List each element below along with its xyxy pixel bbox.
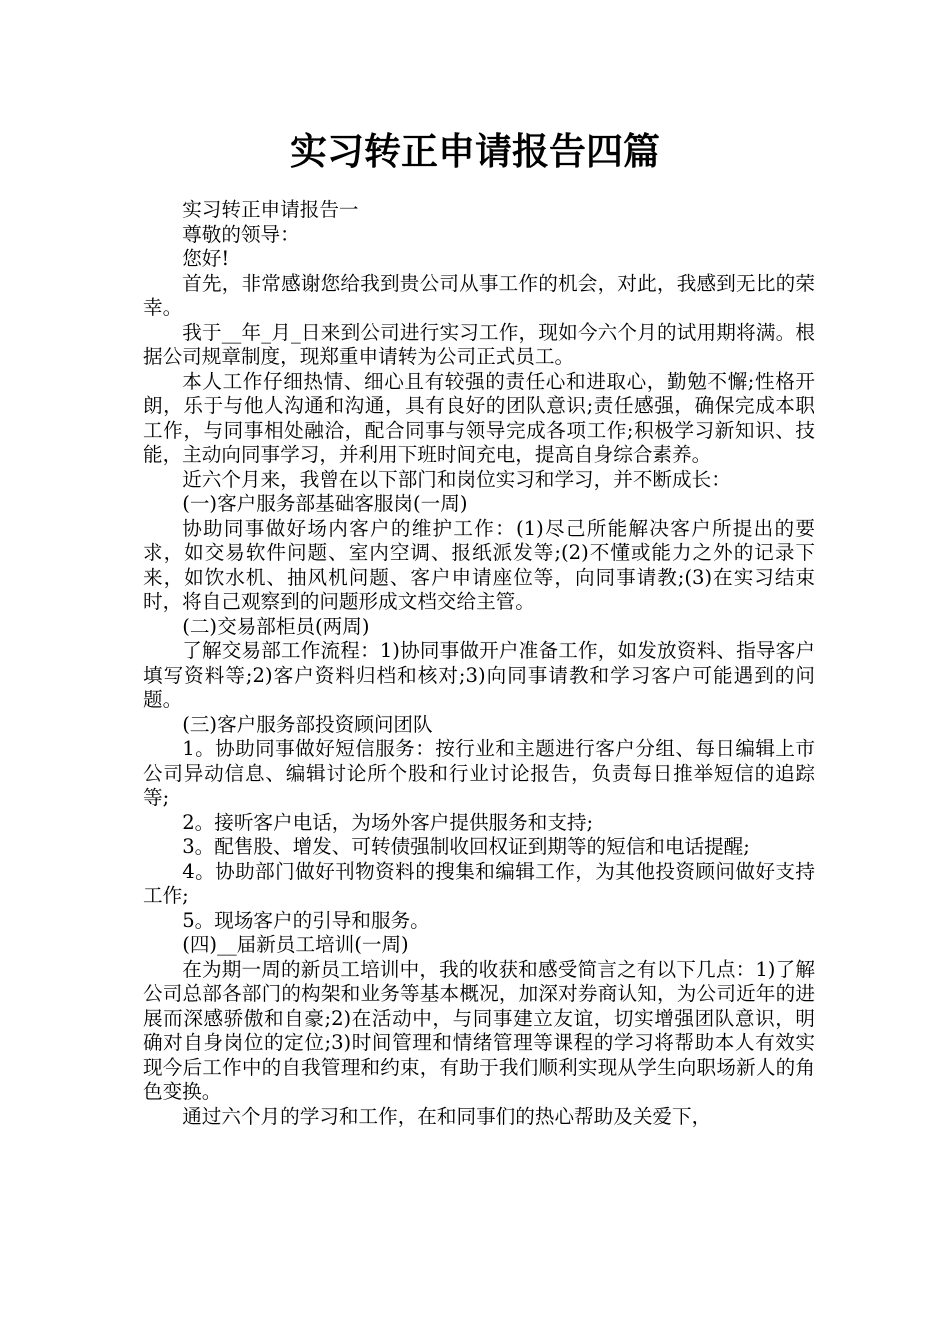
paragraph: 协助同事做好场内客户的维护工作：(1)尽己所能解决客户所提出的要求，如交易软件问题、室内空调、报纸派发等;(2)不懂或能力之外的记录下来，如饮水机、抽风机问题、客户申请座位等，向同事请教;(3)在实习结束时，将自己观察到的问题形成文档交给主管。 xyxy=(143,516,815,613)
paragraph: 我于__年_月_日来到公司进行实习工作，现如今六个月的试用期将满。根据公司规章制度，现郑重申请转为公司正式员工。 xyxy=(143,320,815,368)
list-item: 3。配售股、增发、可转债强制收回权证到期等的短信和电话提醒; xyxy=(182,835,750,858)
paragraph: 首先，非常感谢您给我到贵公司从事工作的机会，对此，我感到无比的荣幸。 xyxy=(143,271,815,319)
list-item: 2。接听客户电话，为场外客户提供服务和支持; xyxy=(182,810,594,834)
list-item: 1。协助同事做好短信服务：按行业和主题进行客户分组、每日编辑上市公司异动信息、编辑讨论所个股和行业讨论报告，负责每日推举短信的追踪等; xyxy=(143,737,815,809)
paragraph: 在为期一周的新员工培训中，我的收获和感受简言之有以下几点：1)了解公司总部各部门的构架和业务等基本概况，加深对券商认知，为公司近年的进展而深感骄傲和自豪;2)在活动中，与同事建立友谊，切实增强团队意识，明确对自身岗位的定位;3)时间管理和情绪管理等课程的学习将帮助本人有效实现今后工作中的自我管理和约束，有助于我们顺利实现从学生向职场新人的角色变换。 xyxy=(143,957,815,1103)
subsection-heading: (一)客户服务部基础客服岗(一周) xyxy=(182,492,468,515)
greeting: 您好! xyxy=(182,247,230,270)
paragraph: 近六个月来，我曾在以下部门和岗位实习和学习，并不断成长： xyxy=(182,467,731,491)
paragraph: 通过六个月的学习和工作，在和同事们的热心帮助及关爱下， xyxy=(182,1104,712,1128)
subsection-heading: (三)客户服务部投资顾问团队 xyxy=(182,712,433,736)
list-item: 4。协助部门做好刊物资料的搜集和编辑工作，为其他投资顾问做好支持工作; xyxy=(143,859,815,907)
subsection-heading: (二)交易部柜员(两周) xyxy=(182,614,370,638)
subsection-heading: (四)__届新员工培训(一周) xyxy=(182,933,409,956)
paragraph: 本人工作仔细热情、细心且有较强的责任心和进取心，勤勉不懈;性格开朗，乐于与他人沟通和沟通，具有良好的团队意识;责任感强，确保完成本职工作，与同事相处融洽，配合同事与领导完成各项工作;积极学习新知识、技能，主动向同事学习，并利用下班时间充电，提高自身综合素养。 xyxy=(143,369,815,466)
list-item: 5。现场客户的引导和服务。 xyxy=(182,908,430,932)
salutation: 尊敬的领导： xyxy=(182,222,300,246)
document-title: 实习转正申请报告四篇 xyxy=(290,130,660,173)
section-heading: 实习转正申请报告一 xyxy=(182,198,359,221)
paragraph: 了解交易部工作流程：1)协同事做开户准备工作，如发放资料、指导客户填写资料等;2)客户资料归档和核对;3)向同事请教和学习客户可能遇到的问题。 xyxy=(143,639,815,711)
document-body xyxy=(143,198,815,1129)
